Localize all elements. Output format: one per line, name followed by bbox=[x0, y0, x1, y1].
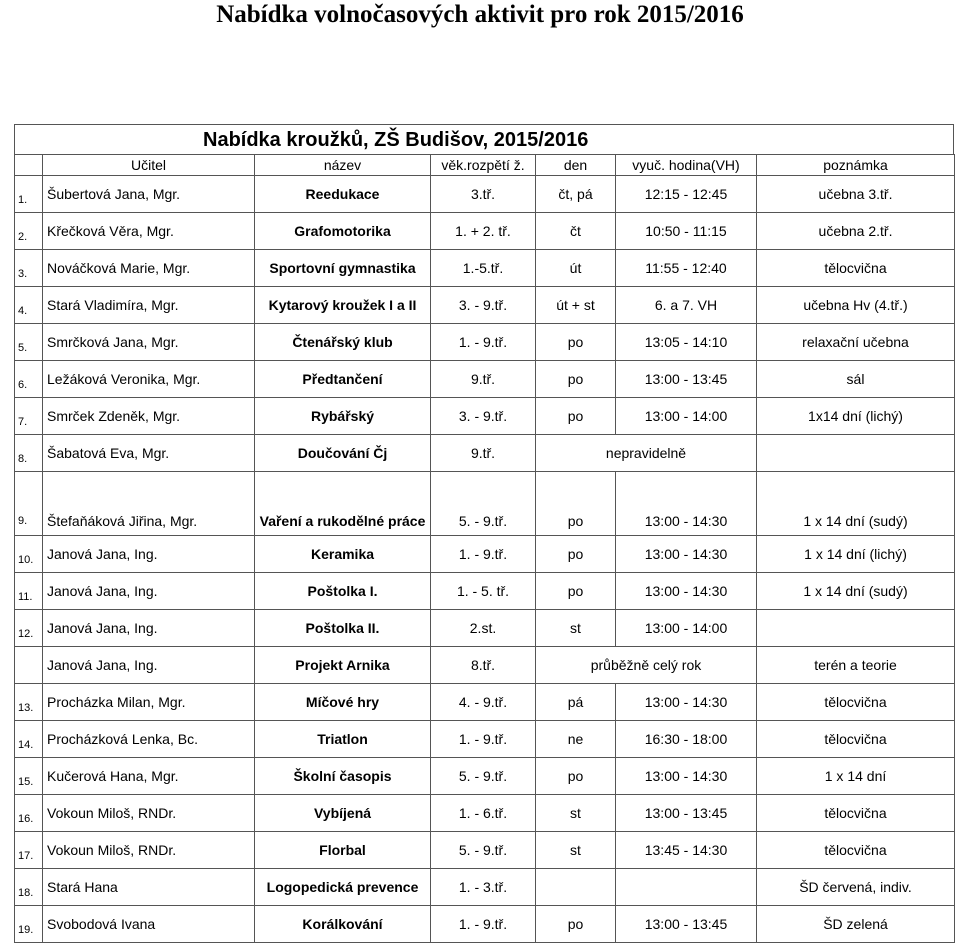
header-num bbox=[15, 155, 43, 176]
day-cell: čt bbox=[536, 213, 616, 250]
activity-cell: Vybíjená bbox=[255, 795, 431, 832]
row-number: 11. bbox=[15, 573, 43, 610]
activity-cell: Sportovní gymnastika bbox=[255, 250, 431, 287]
activity-cell: Projekt Arnika bbox=[255, 647, 431, 684]
time-cell: 10:50 - 11:15 bbox=[616, 213, 757, 250]
table-row bbox=[15, 361, 955, 398]
day-cell: st bbox=[536, 795, 616, 832]
note-cell: učebna 2.tř. bbox=[757, 213, 955, 250]
teacher-cell: Stará Hana bbox=[43, 869, 255, 906]
teacher-cell: Stará Vladimíra, Mgr. bbox=[43, 287, 255, 324]
day-cell: út bbox=[536, 250, 616, 287]
table-row bbox=[15, 324, 955, 361]
age-range-cell: 5. - 9.tř. bbox=[431, 832, 536, 869]
activity-cell: Předtančení bbox=[255, 361, 431, 398]
row-number bbox=[15, 647, 43, 684]
note-cell: ŠD zelená bbox=[757, 906, 955, 943]
day-cell: po bbox=[536, 758, 616, 795]
day-cell: po bbox=[536, 398, 616, 435]
activities-sheet bbox=[14, 124, 958, 936]
day-cell: st bbox=[536, 832, 616, 869]
activity-cell: Poštolka I. bbox=[255, 573, 431, 610]
page-title: Nabídka volnočasových aktivit pro rok 2015/2016 bbox=[216, 1, 744, 28]
note-cell: 1 x 14 dní (lichý) bbox=[757, 536, 955, 573]
table-row bbox=[15, 250, 955, 287]
age-range-cell: 1. - 9.tř. bbox=[431, 721, 536, 758]
time-cell: 13:00 - 14:00 bbox=[616, 398, 757, 435]
activity-cell: Školní časopis bbox=[255, 758, 431, 795]
day-cell: pá bbox=[536, 684, 616, 721]
note-cell: 1 x 14 dní (sudý) bbox=[757, 573, 955, 610]
time-cell: 13:00 - 14:30 bbox=[616, 536, 757, 573]
activity-cell: Reedukace bbox=[255, 176, 431, 213]
teacher-cell: Šabatová Eva, Mgr. bbox=[43, 435, 255, 472]
age-range-cell: 5. - 9.tř. bbox=[431, 472, 536, 536]
age-range-cell: 1. - 6.tř. bbox=[431, 795, 536, 832]
note-cell: relaxační učebna bbox=[757, 324, 955, 361]
age-range-cell: 9.tř. bbox=[431, 361, 536, 398]
row-number: 15. bbox=[15, 758, 43, 795]
note-cell: ŠD červená, indiv. bbox=[757, 869, 955, 906]
note-cell: sál bbox=[757, 361, 955, 398]
time-cell: 6. a 7. VH bbox=[616, 287, 757, 324]
time-cell: 13:00 - 13:45 bbox=[616, 361, 757, 398]
age-range-cell: 8.tř. bbox=[431, 647, 536, 684]
table-row bbox=[15, 176, 955, 213]
activity-cell: Florbal bbox=[255, 832, 431, 869]
teacher-cell: Vokoun Miloš, RNDr. bbox=[43, 795, 255, 832]
age-range-cell: 3. - 9.tř. bbox=[431, 398, 536, 435]
teacher-cell: Procházková Lenka, Bc. bbox=[43, 721, 255, 758]
activity-cell: Grafomotorika bbox=[255, 213, 431, 250]
activity-cell: Rybářský bbox=[255, 398, 431, 435]
day-cell: ne bbox=[536, 721, 616, 758]
header-activity: název bbox=[255, 155, 431, 176]
note-cell: tělocvična bbox=[757, 250, 955, 287]
time-cell: 13:00 - 13:45 bbox=[616, 795, 757, 832]
time-cell: 13:00 - 14:30 bbox=[616, 472, 757, 536]
day-cell bbox=[536, 869, 616, 906]
table-row bbox=[15, 684, 955, 721]
teacher-cell: Smrček Zdeněk, Mgr. bbox=[43, 398, 255, 435]
row-number: 4. bbox=[15, 287, 43, 324]
activities-table bbox=[14, 154, 955, 943]
row-number: 19. bbox=[15, 906, 43, 943]
age-range-cell: 9.tř. bbox=[431, 435, 536, 472]
age-range-cell: 3.tř. bbox=[431, 176, 536, 213]
table-row bbox=[15, 573, 955, 610]
note-cell: terén a teorie bbox=[757, 647, 955, 684]
note-cell: 1x14 dní (lichý) bbox=[757, 398, 955, 435]
header-time: vyuč. hodina(VH) bbox=[616, 155, 757, 176]
note-cell: učebna 3.tř. bbox=[757, 176, 955, 213]
table-row bbox=[15, 758, 955, 795]
table-row bbox=[15, 906, 955, 943]
activity-cell: Čtenářský klub bbox=[255, 324, 431, 361]
age-range-cell: 1. - 9.tř. bbox=[431, 536, 536, 573]
time-cell bbox=[616, 869, 757, 906]
note-cell: učebna Hv (4.tř.) bbox=[757, 287, 955, 324]
teacher-cell: Janová Jana, Ing. bbox=[43, 573, 255, 610]
header-age: věk.rozpětí ž. bbox=[431, 155, 536, 176]
activity-cell: Vaření a rukodělné práce bbox=[255, 472, 431, 536]
row-number: 12. bbox=[15, 610, 43, 647]
day-cell: po bbox=[536, 573, 616, 610]
teacher-cell: Šubertová Jana, Mgr. bbox=[43, 176, 255, 213]
row-number: 17. bbox=[15, 832, 43, 869]
sheet-title: Nabídka kroužků, ZŠ Budišov, 2015/2016 bbox=[14, 124, 954, 154]
age-range-cell: 5. - 9.tř. bbox=[431, 758, 536, 795]
table-row bbox=[15, 795, 955, 832]
teacher-cell: Ležáková Veronika, Mgr. bbox=[43, 361, 255, 398]
time-cell: 13:00 - 14:30 bbox=[616, 684, 757, 721]
age-range-cell: 1.-5.tř. bbox=[431, 250, 536, 287]
teacher-cell: Janová Jana, Ing. bbox=[43, 647, 255, 684]
age-range-cell: 4. - 9.tř. bbox=[431, 684, 536, 721]
time-cell: 13:00 - 14:30 bbox=[616, 758, 757, 795]
teacher-cell: Svobodová Ivana bbox=[43, 906, 255, 943]
day-cell: po bbox=[536, 472, 616, 536]
row-number: 1. bbox=[15, 176, 43, 213]
age-range-cell: 1. - 9.tř. bbox=[431, 906, 536, 943]
day-cell: po bbox=[536, 324, 616, 361]
activity-cell: Korálkování bbox=[255, 906, 431, 943]
day-time-merged-cell: průběžně celý rok bbox=[536, 647, 757, 684]
age-range-cell: 1. + 2. tř. bbox=[431, 213, 536, 250]
day-cell: st bbox=[536, 610, 616, 647]
age-range-cell: 2.st. bbox=[431, 610, 536, 647]
teacher-cell: Křečková Věra, Mgr. bbox=[43, 213, 255, 250]
teacher-cell: Štefaňáková Jiřina, Mgr. bbox=[43, 472, 255, 536]
table-row bbox=[15, 398, 955, 435]
note-cell bbox=[757, 610, 955, 647]
row-number: 10. bbox=[15, 536, 43, 573]
day-cell: út + st bbox=[536, 287, 616, 324]
row-number: 8. bbox=[15, 435, 43, 472]
activity-cell: Triatlon bbox=[255, 721, 431, 758]
time-cell: 11:55 - 12:40 bbox=[616, 250, 757, 287]
day-cell: po bbox=[536, 906, 616, 943]
day-cell: po bbox=[536, 536, 616, 573]
activity-cell: Doučování Čj bbox=[255, 435, 431, 472]
header-teacher: Učitel bbox=[43, 155, 255, 176]
age-range-cell: 3. - 9.tř. bbox=[431, 287, 536, 324]
time-cell: 13:00 - 14:00 bbox=[616, 610, 757, 647]
table-row bbox=[15, 832, 955, 869]
activity-cell: Poštolka II. bbox=[255, 610, 431, 647]
row-number: 14. bbox=[15, 721, 43, 758]
teacher-cell: Nováčková Marie, Mgr. bbox=[43, 250, 255, 287]
table-row bbox=[15, 869, 955, 906]
table-row bbox=[15, 213, 955, 250]
table-row bbox=[15, 287, 955, 324]
teacher-cell: Janová Jana, Ing. bbox=[43, 536, 255, 573]
time-cell: 13:00 - 13:45 bbox=[616, 906, 757, 943]
note-cell bbox=[757, 435, 955, 472]
age-range-cell: 1. - 3.tř. bbox=[431, 869, 536, 906]
teacher-cell: Smrčková Jana, Mgr. bbox=[43, 324, 255, 361]
row-number: 7. bbox=[15, 398, 43, 435]
teacher-cell: Janová Jana, Ing. bbox=[43, 610, 255, 647]
note-cell: 1 x 14 dní bbox=[757, 758, 955, 795]
time-cell: 13:45 - 14:30 bbox=[616, 832, 757, 869]
note-cell: tělocvična bbox=[757, 832, 955, 869]
row-number: 18. bbox=[15, 869, 43, 906]
age-range-cell: 1. - 9.tř. bbox=[431, 324, 536, 361]
row-number: 2. bbox=[15, 213, 43, 250]
table-row bbox=[15, 472, 955, 536]
teacher-cell: Kučerová Hana, Mgr. bbox=[43, 758, 255, 795]
activity-cell: Logopedická prevence bbox=[255, 869, 431, 906]
row-number: 6. bbox=[15, 361, 43, 398]
header-row bbox=[15, 155, 955, 176]
note-cell: tělocvična bbox=[757, 721, 955, 758]
note-cell: tělocvična bbox=[757, 684, 955, 721]
time-cell: 16:30 - 18:00 bbox=[616, 721, 757, 758]
row-number: 3. bbox=[15, 250, 43, 287]
table-row bbox=[15, 721, 955, 758]
time-cell: 12:15 - 12:45 bbox=[616, 176, 757, 213]
teacher-cell: Procházka Milan, Mgr. bbox=[43, 684, 255, 721]
time-cell: 13:00 - 14:30 bbox=[616, 573, 757, 610]
header-day: den bbox=[536, 155, 616, 176]
row-number: 9. bbox=[15, 472, 43, 536]
time-cell: 13:05 - 14:10 bbox=[616, 324, 757, 361]
teacher-cell: Vokoun Miloš, RNDr. bbox=[43, 832, 255, 869]
activity-cell: Kytarový kroužek I a II bbox=[255, 287, 431, 324]
activity-cell: Keramika bbox=[255, 536, 431, 573]
row-number: 5. bbox=[15, 324, 43, 361]
note-cell: 1 x 14 dní (sudý) bbox=[757, 472, 955, 536]
activity-cell: Míčové hry bbox=[255, 684, 431, 721]
day-cell: čt, pá bbox=[536, 176, 616, 213]
table-row bbox=[15, 435, 955, 472]
age-range-cell: 1. - 5. tř. bbox=[431, 573, 536, 610]
day-time-merged-cell: nepravidelně bbox=[536, 435, 757, 472]
table-row bbox=[15, 610, 955, 647]
day-cell: po bbox=[536, 361, 616, 398]
table-row bbox=[15, 647, 955, 684]
note-cell: tělocvična bbox=[757, 795, 955, 832]
table-row bbox=[15, 536, 955, 573]
row-number: 16. bbox=[15, 795, 43, 832]
header-note: poznámka bbox=[757, 155, 955, 176]
row-number: 13. bbox=[15, 684, 43, 721]
